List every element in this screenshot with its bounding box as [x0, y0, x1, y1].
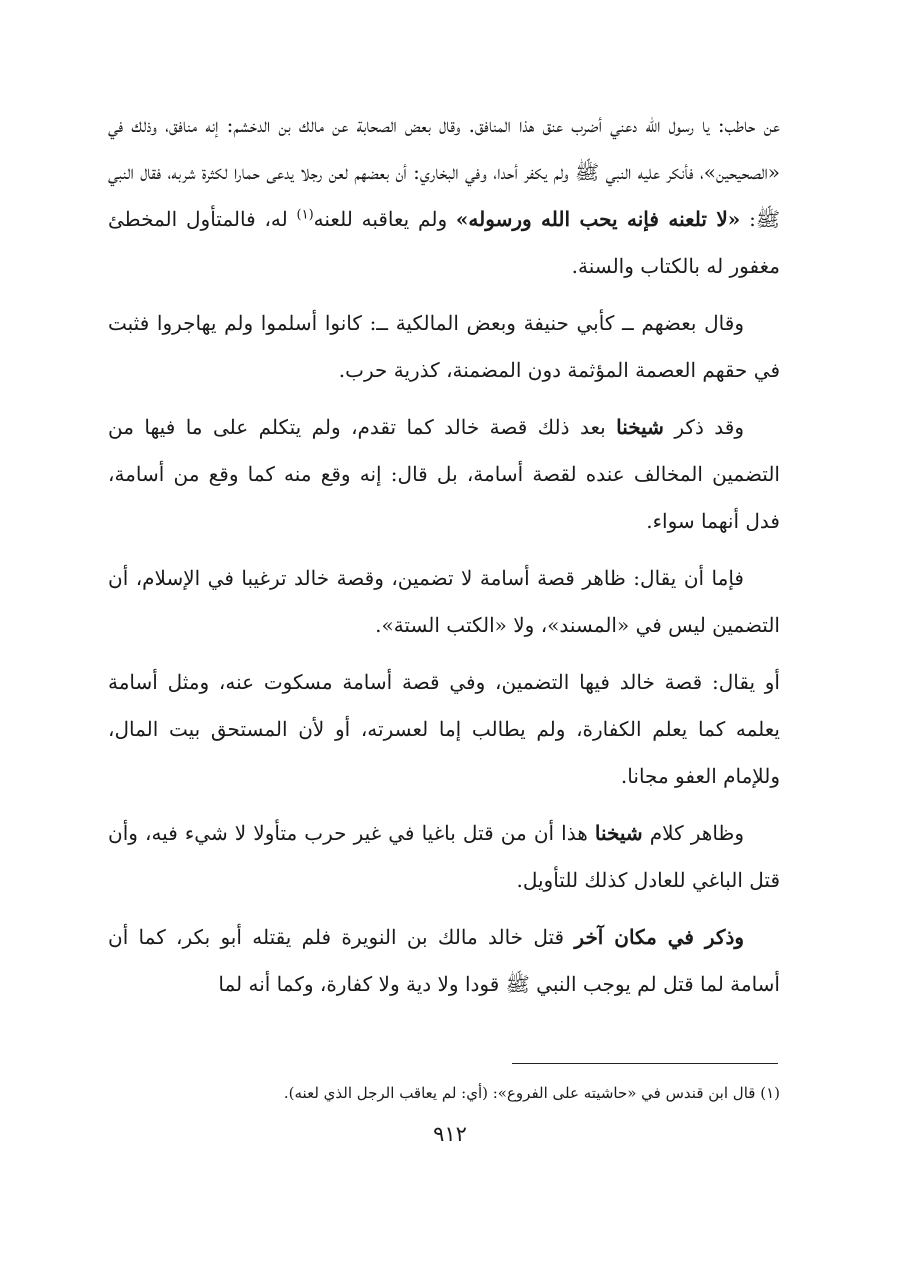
paragraph-6-text-c: هذا أن من قتل باغيا في غير حرب متأولا لا شيء فيه، وأن قتل الباغي للعادل كذلك للتأويل. [108, 821, 780, 892]
footnote-divider [512, 1063, 778, 1064]
hadith-quote: «لا تلعنه فإنه يحب الله ورسوله» [455, 207, 741, 231]
footnote-text: قال ابن قندس في «حاشيته على الفروع»: (أي: لم يعاقب الرجل الذي لعنه). [283, 1084, 756, 1102]
paragraph-1-text-c: ولم يعاقبه للعنه [313, 207, 456, 231]
paragraph-1 [108, 102, 780, 290]
shaykh-name: شيخنا [594, 821, 643, 845]
footnote-number: (١) [760, 1084, 780, 1102]
paragraph-7 [108, 914, 780, 1008]
paragraph-7-text-b: قتل خالد مالك بن النويرة فلم يقتله أبو بكر، كما أن أسامة لما قتل لم يوجب النبي ﷺ قودا ولا دية ولا كفارة، وكما أنه لما [108, 925, 780, 996]
paragraph-5: أو يقال: قصة خالد فيها التضمين، وفي قصة أسامة مسكوت عنه، ومثل أسامة يعلمه كما يعلم الكفارة، ولم يطالب إما لعسرته، أو لأن المستحق بيت المال، وللإمام العفو مجانا. [108, 670, 780, 788]
footnote-reference[interactable]: (١) [296, 207, 314, 223]
main-text [108, 102, 780, 1018]
paragraph-1-text-d: له، فالمتأول المخطئ مغفور له بالكتاب والسنة. [108, 207, 780, 278]
paragraph-1-text-a: عن حاطب: يا رسول الله دعني أضرب عنق هذا المنافق. وقال بعض الصحابة عن مالك بن الدخشم: إنه منافق، وذلك في «الصحيحين»، فأنكر عليه النبي ﷺ ولم يكفر أحدا، وفي البخاري: أن بعضهم لعن رجلا يدعى حمارا لكثرة شربه، فقال النبي ﷺ: [108, 113, 780, 231]
paragraph-3-text-c: بعد ذلك قصة خالد كما تقدم، ولم يتكلم على ما فيها من التضمين المخالف عنده لقصة أسامة، بل قال: إنه وقع منه كما وقع من أسامة، فدل أنهما سواء. [108, 415, 780, 533]
shaykh-name: شيخنا [616, 415, 664, 439]
paragraph-3 [108, 404, 780, 545]
page-number: ٩١٢ [433, 1122, 467, 1146]
paragraph-2: وقال بعضهم ــ كأبي حنيفة وبعض المالكية ــ: كانوا أسلموا ولم يهاجروا فثبت في حقهم العصمة المؤثمة دون المضمنة، كذرية حرب. [108, 311, 780, 382]
paragraph-3-text-a: وقد ذكر [663, 415, 744, 439]
paragraph-4: فإما أن يقال: ظاهر قصة أسامة لا تضمين، وقصة خالد ترغيبا في الإسلام، أن التضمين ليس في «المسند»، ولا «الكتب الستة». [108, 566, 780, 637]
paragraph-6-text-a: وظاهر كلام [642, 821, 744, 845]
paragraph-7-heading: وذكر في مكان آخر [574, 925, 745, 949]
footnote [108, 1078, 780, 1108]
paragraph-6 [108, 810, 780, 904]
